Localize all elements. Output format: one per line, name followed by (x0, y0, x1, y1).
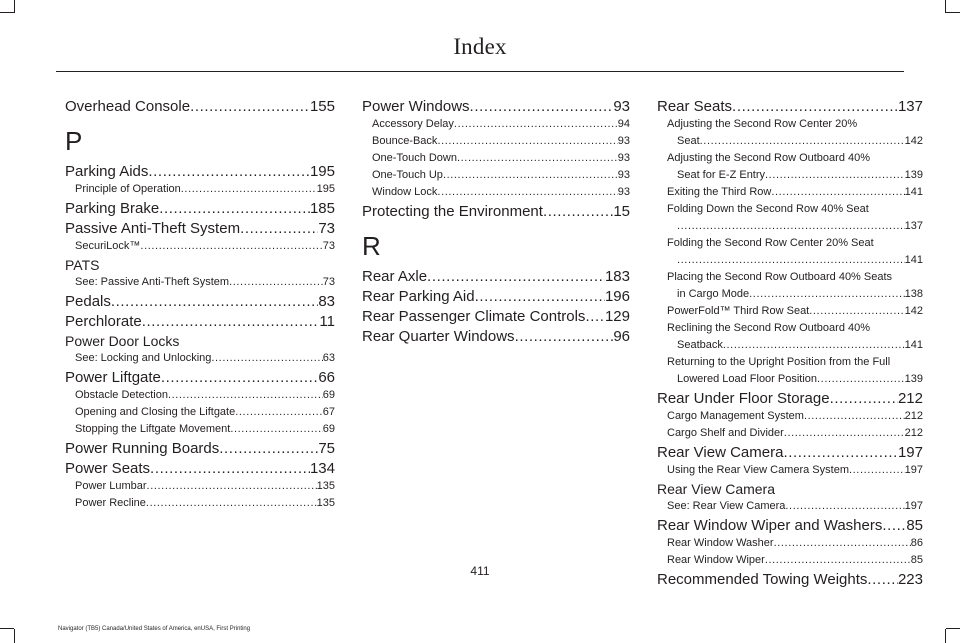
index-subentry: Bounce-Back ..... 93 (362, 133, 630, 150)
page-ref[interactable]: 197 (904, 464, 923, 476)
page-ref[interactable]: 73 (318, 220, 335, 237)
page-ref[interactable]: 135 (316, 480, 335, 492)
crop-mark-bottom-left-v (14, 629, 15, 643)
page-ref[interactable]: 185 (309, 200, 335, 217)
index-subentry: Opening and Closing the Liftgate ..... 67 (65, 404, 335, 421)
index-entry: Rear Quarter Windows ..... 96 (362, 328, 630, 346)
index-entry: Pedals ..... 83 (65, 293, 335, 311)
index-subentry: Accessory Delay ..... 94 (362, 116, 630, 133)
index-subentry: Returning to the Upright Position from the Full Lowered Load Floor Position ..... 139 (657, 354, 923, 388)
index-column-1 (65, 96, 335, 512)
page-ref[interactable]: 212 (904, 427, 923, 439)
page-ref[interactable]: 183 (604, 268, 630, 285)
page-ref[interactable]: 15 (613, 203, 630, 220)
index-subentry: Reclining the Second Row Outboard 40% Seatback ..... 141 (657, 320, 923, 354)
crop-mark-bottom-right-h (946, 628, 960, 629)
page-ref[interactable]: 139 (904, 373, 923, 385)
index-subentry: See: Rear View Camera ..... 197 (657, 498, 923, 515)
page-ref[interactable]: 196 (604, 288, 630, 305)
page-ref[interactable]: 223 (897, 571, 923, 588)
printing-note: Navigator (TB5) Canada/United States of America, enUSA, First Printing (58, 626, 251, 632)
index-entry: Rear Parking Aid ..... 196 (362, 288, 630, 306)
page-ref[interactable]: 96 (613, 328, 630, 345)
page-ref[interactable]: 134 (309, 460, 335, 477)
index-entry: Overhead Console ..... 155 (65, 98, 335, 116)
section-letter: P (65, 126, 83, 156)
page-ref[interactable]: 141 (904, 186, 923, 198)
index-column-2 (362, 96, 630, 346)
crop-mark-top-left-h (0, 12, 14, 13)
page-ref[interactable]: 212 (897, 390, 923, 407)
index-column-3 (657, 96, 923, 589)
page-ref[interactable]: 137 (904, 220, 923, 232)
page-ref[interactable]: 129 (604, 308, 630, 325)
page-ref[interactable]: 141 (904, 339, 923, 351)
page-ref[interactable]: 85 (910, 554, 923, 566)
page-ref[interactable]: 138 (904, 288, 923, 300)
index-entry: Passive Anti-Theft System ..... 73 (65, 220, 335, 238)
page-ref[interactable]: 93 (617, 169, 630, 181)
page-ref[interactable]: 142 (904, 135, 923, 147)
page-ref[interactable]: 155 (309, 98, 335, 115)
index-entry: Perchlorate ..... 11 (65, 313, 335, 331)
page-ref[interactable]: 69 (322, 423, 335, 435)
index-subentry: Cargo Management System ..... 212 (657, 408, 923, 425)
page-ref[interactable]: 139 (904, 169, 923, 181)
index-subentry: Adjusting the Second Row Center 20% Seat ..... 142 (657, 116, 923, 150)
index-entry: Power Seats ..... 134 (65, 460, 335, 478)
index-subentry: Exiting the Third Row ..... 141 (657, 184, 923, 201)
page-ref[interactable]: 212 (904, 410, 923, 422)
index-entry: Rear Under Floor Storage ..... 212 (657, 390, 923, 408)
index-subentry: See: Passive Anti-Theft System ..... 73 (65, 274, 335, 291)
crop-mark-bottom-right-v (945, 629, 946, 643)
index-subentry: Cargo Shelf and Divider ..... 212 (657, 425, 923, 442)
header-divider (56, 71, 904, 72)
index-subentry: One-Touch Down ..... 93 (362, 150, 630, 167)
index-entry: Power Running Boards ..... 75 (65, 440, 335, 458)
index-subentry: Power Lumbar ..... 135 (65, 478, 335, 495)
index-entry: Rear View Camera ..... 197 (657, 444, 923, 462)
index-entry: Rear Window Wiper and Washers ..... 85 (657, 517, 923, 535)
index-subentry: Using the Rear View Camera System ..... 197 (657, 462, 923, 479)
page-ref[interactable]: 69 (322, 389, 335, 401)
index-subentry: Adjusting the Second Row Outboard 40% Seat for E-Z Entry ..... 139 (657, 150, 923, 184)
index-subentry: Stopping the Liftgate Movement ..... 69 (65, 421, 335, 438)
page-ref[interactable]: 93 (617, 152, 630, 164)
page-ref[interactable]: 73 (322, 276, 335, 288)
index-entry-heading: PATS (65, 257, 100, 273)
index-entry: Power Liftgate ..... 66 (65, 369, 335, 387)
index-subentry: One-Touch Up ..... 93 (362, 167, 630, 184)
index-subentry: Placing the Second Row Outboard 40% Seats in Cargo Mode ..... 138 (657, 269, 923, 303)
index-entry-heading: Rear View Camera (657, 481, 776, 497)
index-entry: Rear Passenger Climate Controls ..... 129 (362, 308, 630, 326)
page-ref[interactable]: 94 (617, 118, 630, 130)
page-number: 411 (470, 564, 490, 578)
page-ref[interactable]: 93 (617, 186, 630, 198)
page-ref[interactable]: 63 (322, 352, 335, 364)
page-ref[interactable]: 142 (904, 305, 923, 317)
index-subentry: Folding the Second Row Center 20% Seat ..... 141 (657, 235, 923, 269)
index-subentry: Obstacle Detection ..... 69 (65, 387, 335, 404)
page-ref[interactable]: 195 (309, 163, 335, 180)
page-ref[interactable]: 75 (318, 440, 335, 457)
index-entry: Power Windows ..... 93 (362, 98, 630, 116)
page-ref[interactable]: 85 (906, 517, 923, 534)
index-subentry: SecuriLock™ ..... 73 (65, 238, 335, 255)
page-title: Index (453, 34, 507, 59)
page-ref[interactable]: 67 (322, 406, 335, 418)
page-ref[interactable]: 197 (897, 444, 923, 461)
page-ref[interactable]: 197 (904, 500, 923, 512)
index-subentry: Rear Window Washer ..... 86 (657, 535, 923, 552)
section-letter: R (362, 231, 381, 261)
index-entry: Parking Aids ..... 195 (65, 163, 335, 181)
page-ref[interactable]: 83 (318, 293, 335, 310)
page-ref[interactable]: 93 (613, 98, 630, 115)
index-subentry: Window Lock ..... 93 (362, 184, 630, 201)
index-entry: Rear Axle ..... 183 (362, 268, 630, 286)
index-subentry: See: Locking and Unlocking ..... 63 (65, 350, 335, 367)
page-ref[interactable]: 73 (322, 240, 335, 252)
index-entry: Recommended Towing Weights ..... 223 (657, 571, 923, 589)
page-ref[interactable]: 141 (904, 254, 923, 266)
index-subentry: Power Recline ..... 135 (65, 495, 335, 512)
index-subentry: Principle of Operation ..... 195 (65, 181, 335, 198)
page-ref[interactable]: 195 (316, 183, 335, 195)
crop-mark-bottom-left-h (0, 628, 14, 629)
crop-mark-top-right-h (946, 12, 960, 13)
index-subentry: Folding Down the Second Row 40% Seat ..... 137 (657, 201, 923, 235)
page-ref[interactable]: 135 (316, 497, 335, 509)
index-entry: Protecting the Environment ..... 15 (362, 203, 630, 221)
index-entry: Rear Seats ..... 137 (657, 98, 923, 116)
crop-mark-top-right-v (945, 0, 946, 13)
page-ref[interactable]: 86 (910, 537, 923, 549)
page-ref[interactable]: 93 (617, 135, 630, 147)
index-subentry: Rear Window Wiper ..... 85 (657, 552, 923, 569)
page-ref[interactable]: 66 (318, 369, 335, 386)
index-subentry: PowerFold™ Third Row Seat ..... 142 (657, 303, 923, 320)
index-entry-heading: Power Door Locks (65, 333, 180, 349)
crop-mark-top-left-v (14, 0, 15, 13)
page-ref[interactable]: 11 (319, 313, 335, 330)
index-entry: Parking Brake ..... 185 (65, 200, 335, 218)
page-ref[interactable]: 137 (897, 98, 923, 115)
